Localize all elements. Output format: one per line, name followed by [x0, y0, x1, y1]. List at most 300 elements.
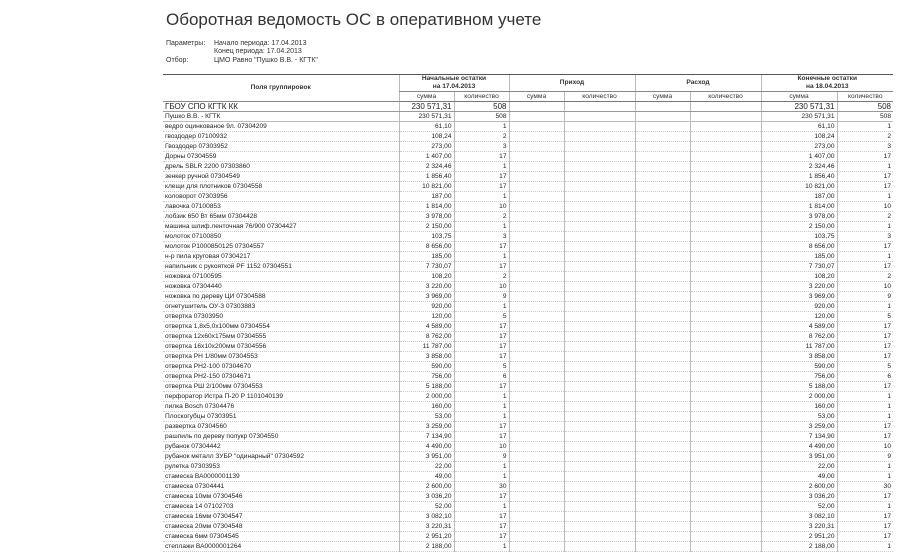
item-open-sum: 756,00 — [399, 372, 454, 382]
empty-cell — [564, 422, 635, 432]
item-end-qty: 17 — [837, 522, 893, 532]
empty-cell — [564, 252, 635, 262]
empty-cell — [564, 512, 635, 522]
item-open-sum: 7 134,90 — [399, 432, 454, 442]
item-end-qty: 17 — [837, 172, 893, 182]
table-row — [163, 512, 893, 522]
item-open-sum: 3 220,31 — [399, 522, 454, 532]
empty-cell — [564, 382, 635, 392]
empty-cell — [690, 172, 761, 182]
empty-cell — [564, 162, 635, 172]
item-open-qty: 17 — [454, 522, 509, 532]
item-open-qty: 2 — [454, 212, 509, 222]
item-open-sum: 61,10 — [399, 122, 454, 132]
empty-cell — [635, 402, 690, 412]
empty-cell — [635, 392, 690, 402]
item-open-qty: 10 — [454, 202, 509, 212]
item-end-sum: 53,00 — [761, 412, 837, 422]
empty-cell — [690, 372, 761, 382]
empty-cell — [635, 202, 690, 212]
empty-cell — [635, 522, 690, 532]
empty-cell — [509, 192, 564, 202]
table-row — [163, 352, 893, 362]
empty-cell — [564, 232, 635, 242]
item-name: стамеска 14 07102703 — [163, 502, 399, 512]
organization-open-sum: 230 571,31 — [399, 102, 454, 112]
empty-cell — [635, 492, 690, 502]
item-end-qty: 17 — [837, 492, 893, 502]
item-open-sum: 187,00 — [399, 192, 454, 202]
empty-cell — [690, 382, 761, 392]
item-end-sum: 61,10 — [761, 122, 837, 132]
empty-cell — [635, 452, 690, 462]
empty-cell — [564, 172, 635, 182]
item-end-qty: 1 — [837, 542, 893, 552]
empty-cell — [690, 182, 761, 192]
item-end-qty: 5 — [837, 312, 893, 322]
empty-cell — [635, 442, 690, 452]
empty-cell — [635, 302, 690, 312]
item-name: рашпиль по дереву полукр 07304550 — [163, 432, 399, 442]
item-end-sum: 4 490,00 — [761, 442, 837, 452]
empty-cell — [690, 132, 761, 142]
table-row — [163, 222, 893, 232]
item-open-qty: 1 — [454, 222, 509, 232]
item-name: перфоратор Истра П-20 Р 1101040139 — [163, 392, 399, 402]
item-open-sum: 103,75 — [399, 232, 454, 242]
item-end-qty: 10 — [837, 442, 893, 452]
item-end-sum: 3 082,10 — [761, 512, 837, 522]
empty-cell — [564, 452, 635, 462]
item-end-sum: 187,00 — [761, 192, 837, 202]
item-end-sum: 8 656,00 — [761, 242, 837, 252]
item-end-sum: 3 220,00 — [761, 282, 837, 292]
empty-cell — [635, 212, 690, 222]
income-qty-header: количество — [564, 92, 635, 102]
empty-cell — [635, 482, 690, 492]
item-end-sum: 3 858,00 — [761, 352, 837, 362]
item-open-qty: 1 — [454, 392, 509, 402]
empty-cell — [635, 232, 690, 242]
item-open-qty: 17 — [454, 332, 509, 342]
empty-cell — [509, 342, 564, 352]
item-end-sum: 3 259,00 — [761, 422, 837, 432]
item-open-qty: 17 — [454, 532, 509, 542]
empty-cell — [690, 392, 761, 402]
item-end-qty: 1 — [837, 252, 893, 262]
item-open-qty: 30 — [454, 482, 509, 492]
empty-cell — [564, 242, 635, 252]
item-open-sum: 108,20 — [399, 272, 454, 282]
empty-cell — [509, 452, 564, 462]
item-name: отвертка РН2-100 07304670 — [163, 362, 399, 372]
item-open-sum: 3 082,10 — [399, 512, 454, 522]
item-end-sum: 2 188,00 — [761, 542, 837, 552]
person-end-qty: 508 — [837, 112, 893, 122]
table-row — [163, 142, 893, 152]
empty-cell — [564, 412, 635, 422]
item-end-qty: 17 — [837, 322, 893, 332]
item-name: стамеска ВА0000001139 — [163, 472, 399, 482]
empty-cell — [635, 162, 690, 172]
table-row — [163, 402, 893, 412]
item-end-qty: 1 — [837, 302, 893, 312]
item-end-qty: 1 — [837, 412, 893, 422]
item-open-sum: 2 000,00 — [399, 392, 454, 402]
table-row — [163, 392, 893, 402]
item-open-qty: 17 — [454, 182, 509, 192]
empty-cell — [635, 292, 690, 302]
empty-cell — [635, 182, 690, 192]
empty-cell — [509, 112, 564, 122]
empty-cell — [635, 282, 690, 292]
empty-cell — [564, 282, 635, 292]
empty-cell — [690, 202, 761, 212]
empty-cell — [564, 292, 635, 302]
empty-cell — [564, 302, 635, 312]
item-end-sum: 52,00 — [761, 502, 837, 512]
item-open-sum: 3 858,00 — [399, 352, 454, 362]
empty-cell — [509, 482, 564, 492]
item-name: отвертка РН2-150 07304671 — [163, 372, 399, 382]
empty-cell — [690, 192, 761, 202]
item-end-qty: 3 — [837, 142, 893, 152]
item-end-sum: 2 324,46 — [761, 162, 837, 172]
empty-cell — [690, 512, 761, 522]
item-end-qty: 1 — [837, 462, 893, 472]
item-open-sum: 160,00 — [399, 402, 454, 412]
person-end-sum: 230 571,31 — [761, 112, 837, 122]
empty-cell — [509, 242, 564, 252]
empty-cell — [635, 222, 690, 232]
empty-cell — [509, 492, 564, 502]
item-end-qty: 1 — [837, 222, 893, 232]
item-end-sum: 10 821,00 — [761, 182, 837, 192]
empty-cell — [509, 462, 564, 472]
item-open-qty: 17 — [454, 322, 509, 332]
item-name: Дорны 07304559 — [163, 152, 399, 162]
item-open-qty: 1 — [454, 402, 509, 412]
empty-cell — [690, 522, 761, 532]
item-end-sum: 1 814,00 — [761, 202, 837, 212]
item-open-sum: 1 814,00 — [399, 202, 454, 212]
item-end-sum: 160,00 — [761, 402, 837, 412]
empty-cell — [690, 492, 761, 502]
item-open-qty: 3 — [454, 142, 509, 152]
empty-cell — [564, 542, 635, 552]
empty-cell — [635, 152, 690, 162]
item-name: н-р пила круговая 07304217 — [163, 252, 399, 262]
empty-cell — [690, 282, 761, 292]
item-open-qty: 9 — [454, 292, 509, 302]
closing-balance-date: на 18.04.2013 — [806, 83, 849, 90]
empty-cell — [635, 142, 690, 152]
empty-cell — [635, 472, 690, 482]
empty-cell — [509, 152, 564, 162]
item-open-sum: 3 036,20 — [399, 492, 454, 502]
empty-cell — [509, 352, 564, 362]
item-end-sum: 2 150,00 — [761, 222, 837, 232]
empty-cell — [509, 212, 564, 222]
empty-cell — [635, 262, 690, 272]
table-row — [163, 192, 893, 202]
closing-balance-title: Конечные остатки — [797, 75, 858, 82]
table-row — [163, 212, 893, 222]
empty-cell — [635, 382, 690, 392]
empty-cell — [564, 152, 635, 162]
expense-qty-header: количество — [690, 92, 761, 102]
item-end-sum: 185,00 — [761, 252, 837, 262]
item-end-qty: 9 — [837, 452, 893, 462]
empty-cell — [564, 532, 635, 542]
empty-cell — [690, 112, 761, 122]
table-row — [163, 462, 893, 472]
item-end-qty: 2 — [837, 272, 893, 282]
item-open-sum: 2 324,46 — [399, 162, 454, 172]
period-end: Конец периода: 17.04.2013 — [214, 48, 302, 55]
table-row — [163, 322, 893, 332]
item-open-qty: 1 — [454, 302, 509, 312]
table-row — [163, 132, 893, 142]
item-end-qty: 17 — [837, 242, 893, 252]
report-table — [163, 74, 893, 552]
empty-cell — [690, 402, 761, 412]
table-row — [163, 242, 893, 252]
empty-cell — [564, 492, 635, 502]
end-sum-header: сумма — [761, 92, 837, 102]
person-open-sum: 230 571,31 — [399, 112, 454, 122]
empty-cell — [635, 312, 690, 322]
empty-cell — [635, 512, 690, 522]
empty-cell — [690, 142, 761, 152]
item-name: огнетушитель ОУ-3 07303883 — [163, 302, 399, 312]
empty-cell — [635, 132, 690, 142]
empty-cell — [690, 452, 761, 462]
empty-cell — [509, 292, 564, 302]
empty-cell — [509, 282, 564, 292]
item-end-qty: 17 — [837, 262, 893, 272]
empty-cell — [564, 182, 635, 192]
table-row — [163, 332, 893, 342]
item-end-sum: 1 407,00 — [761, 152, 837, 162]
empty-cell — [564, 142, 635, 152]
item-open-sum: 5 188,00 — [399, 382, 454, 392]
table-row — [163, 152, 893, 162]
empty-cell — [690, 472, 761, 482]
item-name: отвертка РН 1/80мм 07304553 — [163, 352, 399, 362]
table-row — [163, 472, 893, 482]
empty-cell — [564, 472, 635, 482]
empty-cell — [564, 522, 635, 532]
table-row — [163, 292, 893, 302]
empty-cell — [509, 222, 564, 232]
item-name: отвертка 16х10х200мм 07304556 — [163, 342, 399, 352]
table-row — [163, 482, 893, 492]
item-end-sum: 11 787,00 — [761, 342, 837, 352]
item-end-qty: 17 — [837, 512, 893, 522]
empty-cell — [509, 272, 564, 282]
empty-cell — [564, 392, 635, 402]
item-name: рубанок 07304442 — [163, 442, 399, 452]
empty-cell — [564, 212, 635, 222]
item-open-qty: 17 — [454, 342, 509, 352]
item-open-qty: 2 — [454, 132, 509, 142]
item-open-qty: 17 — [454, 492, 509, 502]
end-qty-header: количество — [837, 92, 893, 102]
table-row — [163, 542, 893, 552]
table-row — [163, 172, 893, 182]
empty-cell — [690, 152, 761, 162]
item-name: напильник с рукояткой РF 1152 07304551 — [163, 262, 399, 272]
item-name: лавочка 07100853 — [163, 202, 399, 212]
empty-cell — [690, 222, 761, 232]
empty-cell — [564, 112, 635, 122]
item-name: гвоздодер 07100932 — [163, 132, 399, 142]
organization-row — [163, 102, 893, 112]
item-open-sum: 273,00 — [399, 142, 454, 152]
item-open-sum: 10 821,00 — [399, 182, 454, 192]
item-name: молоток 07100850 — [163, 232, 399, 242]
item-open-qty: 17 — [454, 152, 509, 162]
item-open-qty: 5 — [454, 312, 509, 322]
table-row — [163, 252, 893, 262]
item-open-qty: 10 — [454, 442, 509, 452]
item-end-sum: 3 969,00 — [761, 292, 837, 302]
table-row — [163, 452, 893, 462]
item-end-qty: 17 — [837, 352, 893, 362]
empty-cell — [690, 332, 761, 342]
empty-cell — [690, 362, 761, 372]
item-open-qty: 1 — [454, 542, 509, 552]
item-name: дрель SBLR 2200 07303860 — [163, 162, 399, 172]
item-open-qty: 3 — [454, 232, 509, 242]
empty-cell — [635, 172, 690, 182]
empty-cell — [635, 332, 690, 342]
item-name: стамеска 10мм 07304546 — [163, 492, 399, 502]
item-name: машина шлиф.ленточная 76/900 07304427 — [163, 222, 399, 232]
item-open-sum: 49,00 — [399, 472, 454, 482]
item-name: отвертка 1,8х5,0х100мм 07304554 — [163, 322, 399, 332]
empty-cell — [509, 442, 564, 452]
item-open-qty: 17 — [454, 262, 509, 272]
item-open-qty: 1 — [454, 412, 509, 422]
empty-cell — [564, 202, 635, 212]
item-name: отвертка 12х60х175мм 07304555 — [163, 332, 399, 342]
table-row — [163, 232, 893, 242]
empty-cell — [509, 542, 564, 552]
organization-name: ГБОУ СПО КГТК КК — [163, 102, 399, 112]
item-open-qty: 1 — [454, 502, 509, 512]
filter-label: Отбор: — [166, 57, 189, 64]
item-open-qty: 17 — [454, 512, 509, 522]
empty-cell — [509, 122, 564, 132]
item-name: развертка 07304560 — [163, 422, 399, 432]
empty-cell — [509, 162, 564, 172]
empty-cell — [635, 352, 690, 362]
item-name: пилка Bosch 07304476 — [163, 402, 399, 412]
empty-cell — [564, 402, 635, 412]
item-open-qty: 1 — [454, 472, 509, 482]
item-end-qty: 6 — [837, 372, 893, 382]
table-row — [163, 372, 893, 382]
empty-cell — [690, 322, 761, 332]
empty-cell — [509, 102, 564, 112]
table-row — [163, 312, 893, 322]
organization-end-qty: 508 — [837, 102, 893, 112]
item-open-sum: 4 589,00 — [399, 322, 454, 332]
item-open-sum: 920,00 — [399, 302, 454, 312]
empty-cell — [509, 322, 564, 332]
item-open-qty: 17 — [454, 422, 509, 432]
item-end-qty: 9 — [837, 292, 893, 302]
empty-cell — [564, 372, 635, 382]
item-end-sum: 7 730,07 — [761, 262, 837, 272]
item-end-qty: 17 — [837, 382, 893, 392]
responsible-person-name: Пушко В.В. - КГТК — [163, 112, 399, 122]
item-open-sum: 4 490,00 — [399, 442, 454, 452]
item-end-qty: 17 — [837, 342, 893, 352]
empty-cell — [564, 462, 635, 472]
empty-cell — [509, 172, 564, 182]
item-end-qty: 5 — [837, 362, 893, 372]
item-name: степлажи ВА0000001264 — [163, 542, 399, 552]
table-row — [163, 122, 893, 132]
item-name: стамеска 20мм 07304548 — [163, 522, 399, 532]
item-end-sum: 2 951,20 — [761, 532, 837, 542]
table-row — [163, 362, 893, 372]
empty-cell — [690, 422, 761, 432]
item-name: стамеска 16мм 07304547 — [163, 512, 399, 522]
item-open-sum: 590,00 — [399, 362, 454, 372]
income-sum-header: сумма — [509, 92, 564, 102]
empty-cell — [635, 342, 690, 352]
empty-cell — [509, 262, 564, 272]
item-end-sum: 590,00 — [761, 362, 837, 372]
item-open-qty: 2 — [454, 272, 509, 282]
period-start: Начало периода: 17.04.2013 — [214, 40, 307, 47]
empty-cell — [635, 242, 690, 252]
empty-cell — [690, 532, 761, 542]
empty-cell — [635, 252, 690, 262]
item-end-qty: 17 — [837, 432, 893, 442]
empty-cell — [635, 412, 690, 422]
empty-cell — [690, 482, 761, 492]
empty-cell — [690, 302, 761, 312]
item-open-qty: 9 — [454, 452, 509, 462]
item-name: стамеска 6мм 07304545 — [163, 532, 399, 542]
item-name: отвертка РШ 2/100мм 07304553 — [163, 382, 399, 392]
empty-cell — [509, 362, 564, 372]
expense-header: Расход — [635, 75, 761, 92]
item-name: отвертка 07303950 — [163, 312, 399, 322]
empty-cell — [509, 302, 564, 312]
opening-balance-title: Начальные остатки — [421, 75, 487, 82]
item-open-sum: 3 978,00 — [399, 212, 454, 222]
item-open-sum: 120,00 — [399, 312, 454, 322]
item-open-qty: 17 — [454, 172, 509, 182]
item-end-qty: 2 — [837, 212, 893, 222]
item-open-qty: 17 — [454, 242, 509, 252]
table-row — [163, 272, 893, 282]
item-open-qty: 10 — [454, 282, 509, 292]
open-sum-header: сумма — [399, 92, 454, 102]
table-row — [163, 502, 893, 512]
open-qty-header: количество — [454, 92, 509, 102]
item-end-sum: 756,00 — [761, 372, 837, 382]
empty-cell — [509, 182, 564, 192]
empty-cell — [635, 462, 690, 472]
empty-cell — [509, 392, 564, 402]
